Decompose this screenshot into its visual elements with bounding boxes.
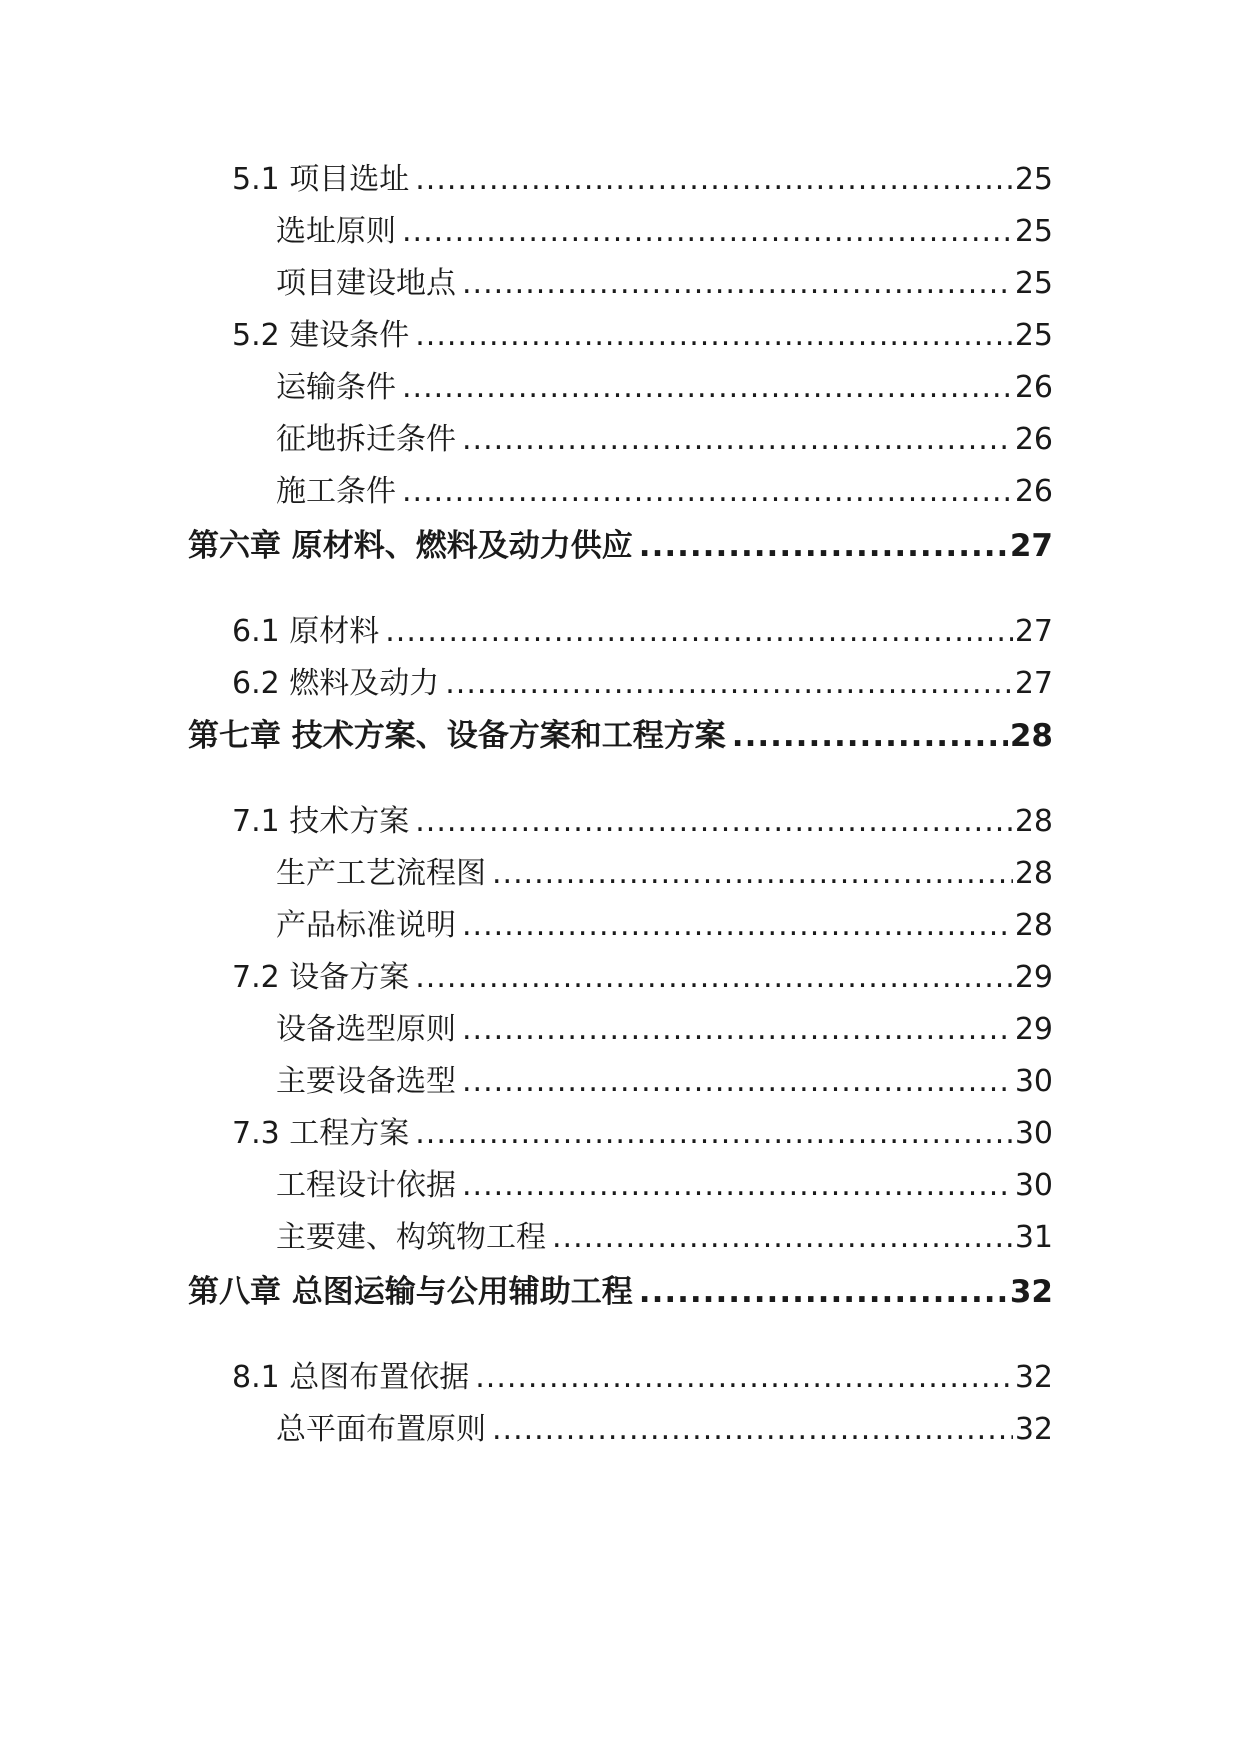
toc-entry-page: 28 xyxy=(1009,718,1053,754)
toc-entry-title: 5.2 建设条件 xyxy=(232,318,410,353)
toc-entry-equipment-principle[interactable] xyxy=(276,1010,1053,1050)
toc-entry-title: 6.1 原材料 xyxy=(232,614,380,649)
toc-entry-page: 27 xyxy=(1014,614,1053,649)
toc-entry-title: 7.2 设备方案 xyxy=(232,960,410,995)
toc-entry-title: 第六章 原材料、燃料及动力供应 xyxy=(188,528,633,564)
dot-leader xyxy=(415,958,1013,998)
toc-entry-title: 选址原则 xyxy=(276,214,396,249)
toc-entry-title: 主要建、构筑物工程 xyxy=(276,1220,546,1255)
dot-leader xyxy=(402,368,1013,408)
toc-entry-page: 30 xyxy=(1014,1064,1053,1099)
toc-entry-main-buildings[interactable] xyxy=(276,1218,1053,1258)
toc-entry-page: 28 xyxy=(1014,856,1053,891)
dot-leader xyxy=(462,1010,1013,1050)
dot-leader xyxy=(639,526,1008,566)
toc-entry-title: 运输条件 xyxy=(276,370,396,405)
dot-leader xyxy=(462,906,1013,946)
toc-entry-6-2[interactable] xyxy=(232,664,1053,704)
toc-entry-page: 27 xyxy=(1014,666,1053,701)
toc-entry-title: 项目建设地点 xyxy=(276,266,456,301)
toc-entry-page: 30 xyxy=(1014,1116,1053,1151)
toc-entry-6-1[interactable] xyxy=(232,612,1053,652)
dot-leader xyxy=(492,854,1013,894)
toc-entry-construction[interactable] xyxy=(276,472,1053,512)
dot-leader xyxy=(402,212,1013,252)
toc-entry-page: 29 xyxy=(1014,1012,1053,1047)
dot-leader xyxy=(462,1062,1013,1102)
toc-entry-page: 26 xyxy=(1014,422,1053,457)
toc-entry-title: 总平面布置原则 xyxy=(276,1412,486,1447)
toc-entry-page: 28 xyxy=(1014,908,1053,943)
toc-entry-title: 6.2 燃料及动力 xyxy=(232,666,440,701)
toc-entry-land-acquisition[interactable] xyxy=(276,420,1053,460)
dot-leader xyxy=(415,160,1013,200)
toc-entry-title: 生产工艺流程图 xyxy=(276,856,486,891)
toc-entry-main-equipment[interactable] xyxy=(276,1062,1053,1102)
toc-entry-7-2[interactable] xyxy=(232,958,1053,998)
toc-entry-page: 27 xyxy=(1009,528,1053,564)
toc-entry-title: 7.3 工程方案 xyxy=(232,1116,410,1151)
toc-chapter-8[interactable] xyxy=(188,1272,1053,1312)
toc-entry-site-principle[interactable] xyxy=(276,212,1053,252)
toc-entry-page: 29 xyxy=(1014,960,1053,995)
toc-entry-page: 32 xyxy=(1009,1274,1053,1310)
dot-leader xyxy=(475,1358,1013,1398)
toc-entry-page: 32 xyxy=(1014,1412,1053,1447)
toc-entry-title: 主要设备选型 xyxy=(276,1064,456,1099)
dot-leader xyxy=(462,420,1013,460)
dot-leader xyxy=(385,612,1013,652)
toc-entry-page: 26 xyxy=(1014,474,1053,509)
dot-leader xyxy=(462,264,1013,304)
dot-leader xyxy=(552,1218,1013,1258)
toc-entry-page: 26 xyxy=(1014,370,1053,405)
toc-entry-title: 工程设计依据 xyxy=(276,1168,456,1203)
toc-entry-product-standard[interactable] xyxy=(276,906,1053,946)
dot-leader xyxy=(462,1166,1013,1206)
dot-leader xyxy=(639,1272,1008,1312)
toc-chapter-6[interactable] xyxy=(188,526,1053,566)
toc-entry-title: 5.1 项目选址 xyxy=(232,162,410,197)
dot-leader xyxy=(415,316,1013,356)
toc-entry-page: 25 xyxy=(1014,162,1053,197)
dot-leader xyxy=(402,472,1013,512)
toc-entry-project-location[interactable] xyxy=(276,264,1053,304)
dot-leader xyxy=(445,664,1013,704)
toc-entry-page: 25 xyxy=(1014,214,1053,249)
toc-entry-title: 7.1 技术方案 xyxy=(232,804,410,839)
toc-entry-page: 31 xyxy=(1014,1220,1053,1255)
toc-entry-page: 25 xyxy=(1014,318,1053,353)
toc-entry-title: 第七章 技术方案、设备方案和工程方案 xyxy=(188,718,726,754)
dot-leader xyxy=(492,1410,1013,1450)
dot-leader xyxy=(415,802,1013,842)
toc-entry-page: 25 xyxy=(1014,266,1053,301)
toc-entry-5-1[interactable] xyxy=(232,160,1053,200)
toc-entry-7-1[interactable] xyxy=(232,802,1053,842)
toc-entry-7-3[interactable] xyxy=(232,1114,1053,1154)
toc-entry-title: 第八章 总图运输与公用辅助工程 xyxy=(188,1274,633,1310)
toc-entry-8-1[interactable] xyxy=(232,1358,1053,1398)
toc-entry-title: 8.1 总图布置依据 xyxy=(232,1360,470,1395)
toc-chapter-7[interactable] xyxy=(188,716,1053,756)
toc-entry-page: 28 xyxy=(1014,804,1053,839)
dot-leader xyxy=(415,1114,1013,1154)
toc-entry-title: 产品标准说明 xyxy=(276,908,456,943)
toc-entry-design-basis[interactable] xyxy=(276,1166,1053,1206)
dot-leader xyxy=(732,716,1008,756)
toc-entry-page: 32 xyxy=(1014,1360,1053,1395)
toc-entry-title: 征地拆迁条件 xyxy=(276,422,456,457)
toc-entry-transport[interactable] xyxy=(276,368,1053,408)
toc-entry-5-2[interactable] xyxy=(232,316,1053,356)
toc-entry-page: 30 xyxy=(1014,1168,1053,1203)
toc-entry-title: 设备选型原则 xyxy=(276,1012,456,1047)
toc-entry-process-flow[interactable] xyxy=(276,854,1053,894)
toc-entry-title: 施工条件 xyxy=(276,474,396,509)
toc-entry-layout-principle[interactable] xyxy=(276,1410,1053,1450)
